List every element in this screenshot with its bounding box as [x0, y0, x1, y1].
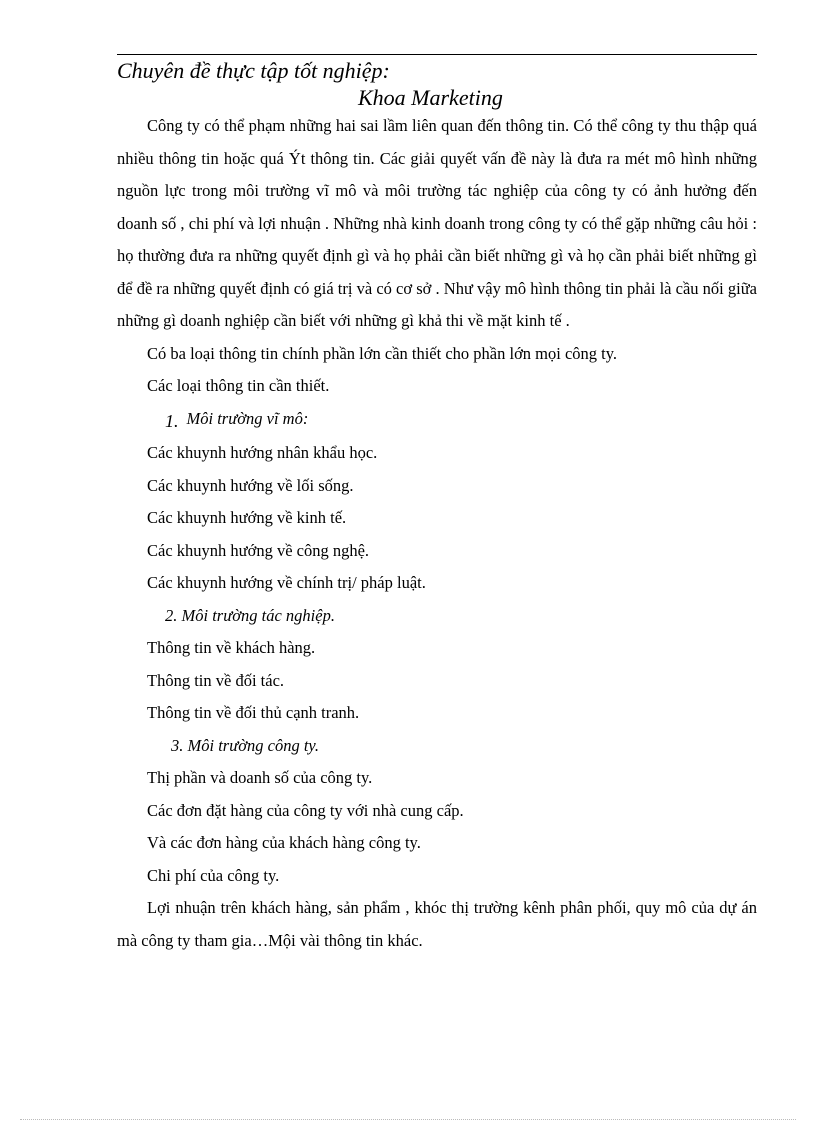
list-item: Các đơn đặt hàng của công ty với nhà cung cấp. — [147, 800, 464, 820]
list-item: Các khuynh hướng về lối sống. — [147, 475, 354, 495]
section-heading-task: 2. Môi trường tác nghiệp. — [165, 605, 335, 625]
list-item: Các khuynh hướng nhân khẩu học. — [147, 443, 378, 462]
document-header-title: Chuyên đề thực tập tốt nghiệp: — [117, 58, 390, 83]
list-item: Các khuynh hướng về kinh tế. — [147, 508, 347, 527]
document-body — [117, 110, 757, 957]
page-bottom-rule — [20, 1119, 796, 1120]
list-item: Thông tin về đối tác. — [147, 670, 285, 690]
list-item: Thông tin về đối thủ cạnh tranh. — [147, 703, 360, 722]
section-heading-text: Môi trường vĩ mô: — [186, 408, 309, 428]
list-item: Các khuynh hướng về công nghệ. — [147, 540, 370, 560]
info-types-title: Các loại thông tin cần thiết. — [147, 376, 330, 395]
list-item: Thông tin về khách hàng. — [147, 638, 316, 657]
info-types-sentence: Có ba loại thông tin chính phần lớn cần thiết cho phần lớn mọi công ty. — [147, 343, 618, 363]
header-rule — [117, 54, 757, 55]
closing-paragraph: Lợi nhuận trên khách hàng, sản phẩm , khóc thị trường kênh phân phối, quy mô của dự án mà công ty tham gia…Mội vài thông tin khác. — [117, 898, 757, 950]
list-item: Chi phí của công ty. — [147, 865, 280, 885]
section-heading-macro — [117, 403, 757, 438]
document-header-department: Khoa Marketing — [358, 85, 503, 110]
section-heading-company: 3. Môi trường công ty. — [171, 735, 319, 755]
section-number: 1. — [165, 410, 179, 431]
list-item: Và các đơn hàng của khách hàng công ty. — [147, 833, 421, 852]
list-item: Thị phần và doanh số của công ty. — [147, 768, 373, 787]
list-item: Các khuynh hướng về chính trị/ pháp luật. — [147, 573, 426, 592]
intro-paragraph: Công ty có thể phạm những hai sai lầm liên quan đến thông tin. Có thể công ty thu thập quá nhiều thông tin hoặc quá Ýt thông tin. Các giải quyết vấn đề này là đưa ra mét mô hình những nguồn lực trong môi trường vĩ mô và môi trường tác nghiệp của công ty có ảnh hưởng đến doanh số , chi phí và lợi nhuận . Những nhà kinh doanh trong công ty có thể gặp những câu hỏi : họ thường đưa ra những quyết định gì và họ phải cần biết những gì và họ cần phải biết những gì để đề ra những quyết định có giá trị và có cơ sở . Như vậy mô hình thông tin phải là cầu nối giữa những gì doanh nghiệp cần biết với những gì khả thi về mặt kinh tế . — [117, 116, 757, 330]
